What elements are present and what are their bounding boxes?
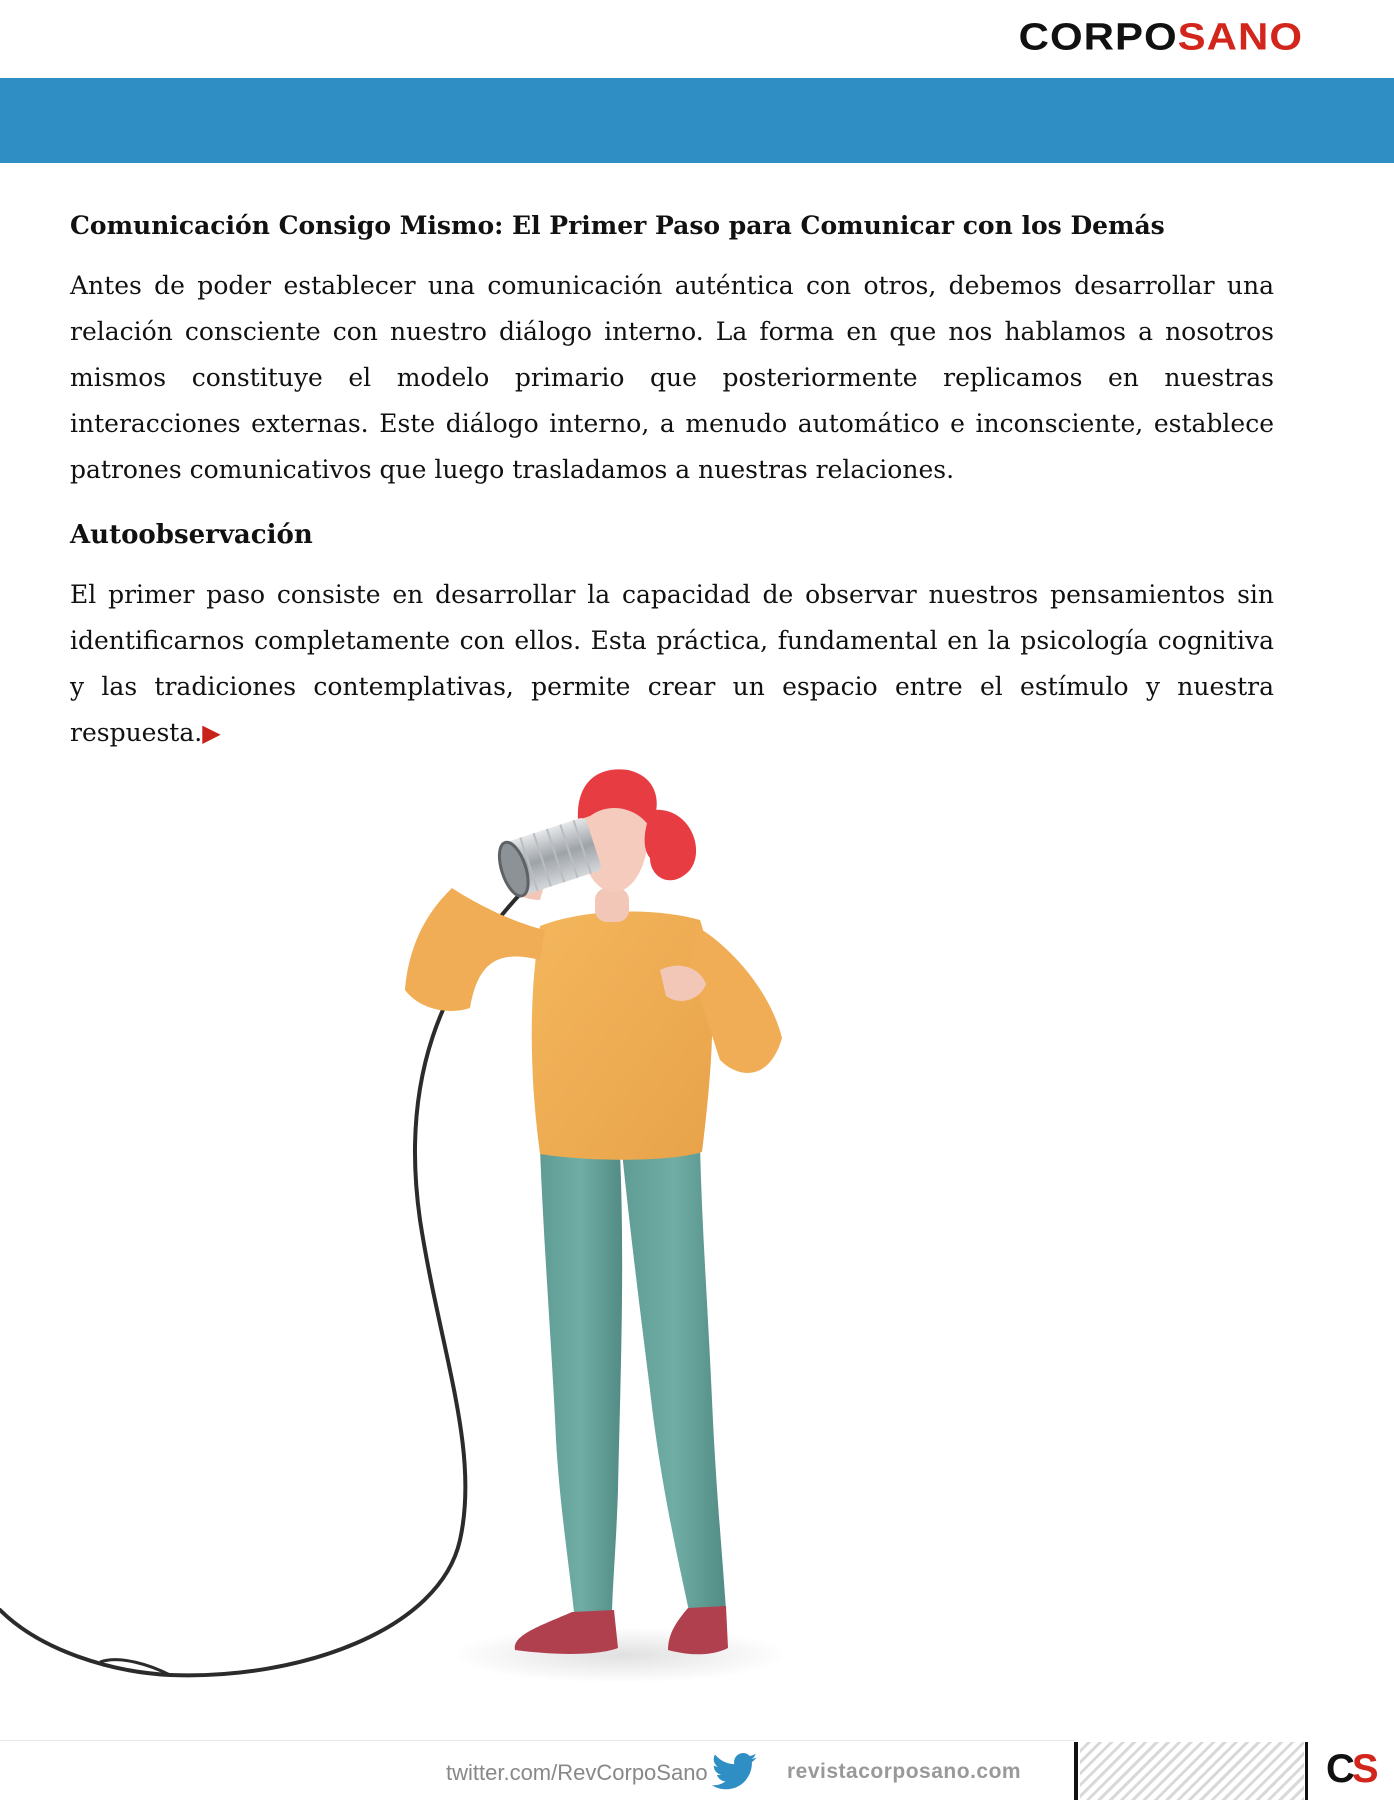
- website-link[interactable]: revistacorposano.com: [787, 1760, 1022, 1783]
- article-paragraph-1: Antes de poder establecer una comunicación auténtica con otros, debemos desarrollar una relación consciente con nuestro diálogo interno. La forma en que nos hablamos a nosotros mismos constituye el modelo primario que posteriormente replicamos en nuestras interacciones externas. Este diálogo interno, a menudo automático e inconsciente, establece patrones comunicativos que luego trasladamos a nuestras relaciones.: [70, 270, 1274, 484]
- masthead: [0, 0, 1394, 78]
- badge-c: C: [1326, 1747, 1352, 1791]
- footer-black-bar: [1074, 1742, 1078, 1800]
- paragraph-2-text: El primer paso consiste en desarrollar la capacidad de observar nuestros pensamientos sin identificarnos completamente con ellos. Esta práctica, fundamental en la psicología cognitiva y las tradiciones contemplativas, permite crear un espacio entre el estímulo y nuestra respuesta.: [70, 580, 1274, 748]
- illustration-svg: [0, 750, 1020, 1740]
- article: [70, 210, 1274, 756]
- footer-divider: [0, 1740, 1076, 1741]
- continue-arrow-icon[interactable]: ▶: [202, 719, 221, 748]
- section-heading: Autoobservación: [70, 519, 313, 550]
- logo-sano: SANO: [1177, 15, 1303, 58]
- corposano-logo[interactable]: [1018, 15, 1303, 58]
- footer-stripes: [1080, 1742, 1304, 1800]
- badge-s: S: [1351, 1747, 1376, 1791]
- twitter-handle-link[interactable]: twitter.com/RevCorpoSano: [446, 1760, 708, 1785]
- woman-tin-can-phone-illustration: [0, 750, 1020, 1740]
- logo-corpo: CORPO: [1018, 15, 1178, 58]
- article-title: Comunicación Consigo Mismo: El Primer Paso para Comunicar con los Demás: [70, 211, 1165, 240]
- footer-black-bar-2: [1305, 1742, 1308, 1800]
- cs-logo-badge: [1326, 1749, 1376, 1789]
- page-footer: [0, 1740, 1394, 1800]
- article-paragraph-2: [70, 572, 1274, 756]
- twitter-bird-icon[interactable]: [712, 1753, 758, 1795]
- blue-header-band: [0, 78, 1394, 163]
